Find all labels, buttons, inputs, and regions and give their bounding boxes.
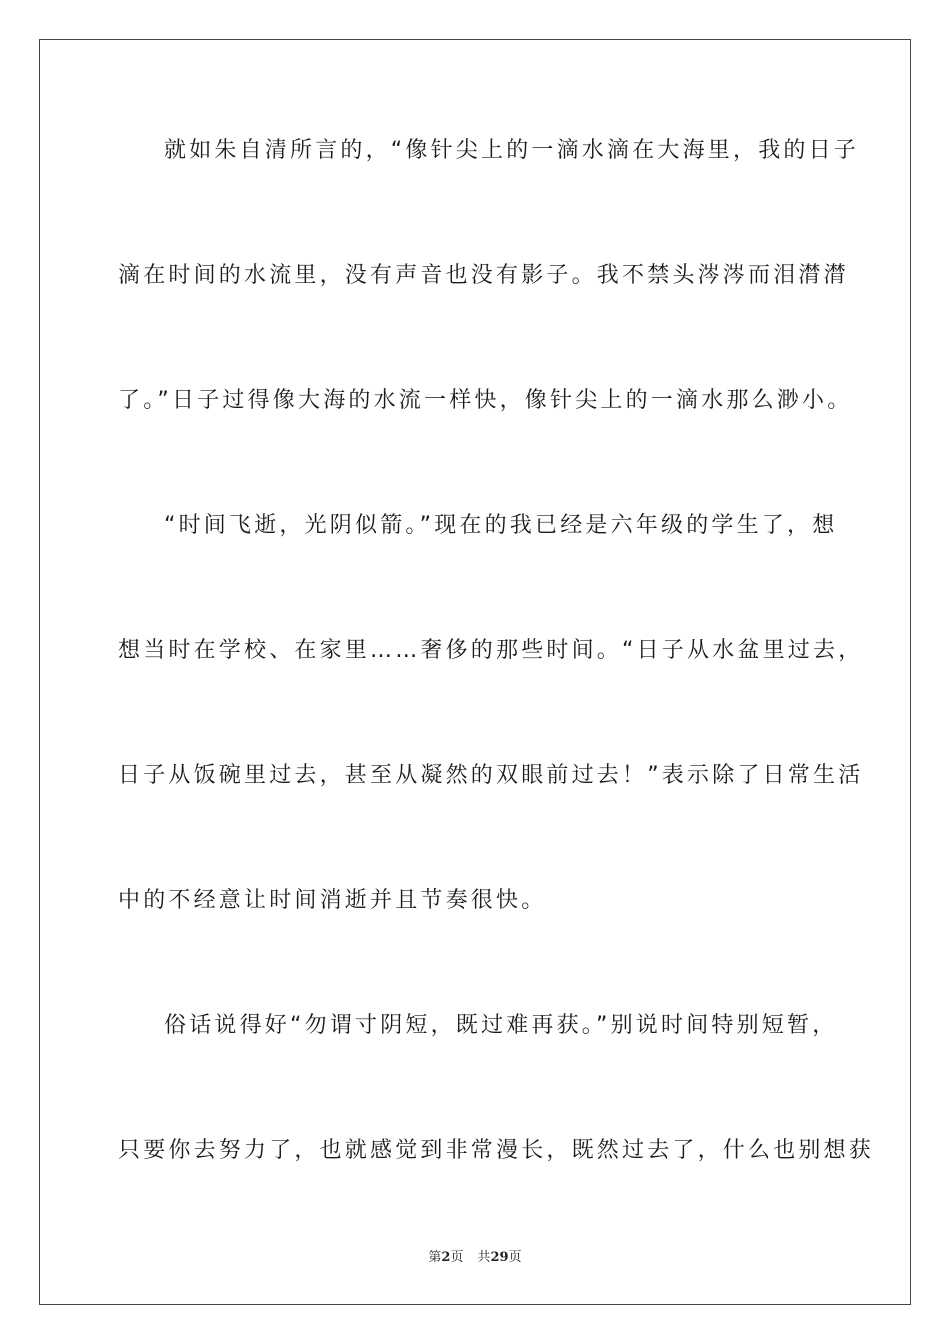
- total-pages-number: 29: [490, 1250, 509, 1265]
- footer-total-prefix: 共: [477, 1250, 491, 1265]
- document-body: [118, 121, 875, 1246]
- paragraph-1-line-3: 了。”日子过得像大海的水流一样快，像针尖上的一滴水那么渺小。: [118, 388, 853, 413]
- current-page-number: 2: [441, 1250, 451, 1265]
- paragraph-2-line-1: “时间飞逝，光阴似箭。”现在的我已经是六年级的学生了，想: [164, 513, 838, 538]
- footer-page-suffix: 页: [450, 1250, 464, 1265]
- paragraph-2-line-4: 中的不经意让时间消逝并且节奏很快。: [118, 888, 547, 913]
- page-footer: [0, 1246, 950, 1265]
- paragraph-3-line-2: 只要你去努力了，也就感觉到非常漫长，既然过去了，什么也别想获: [118, 1138, 875, 1163]
- paragraph-1-line-2: 滴在时间的水流里，没有声音也没有影子。我不禁头涔涔而泪潸潸: [118, 263, 849, 288]
- paragraph-3-line-1: 俗话说得好“勿谓寸阴短，既过难再获。”别说时间特别短暂，: [164, 1013, 838, 1038]
- footer-prefix: 第: [428, 1250, 442, 1265]
- paragraph-1-line-1: 就如朱自清所言的，“像针尖上的一滴水滴在大海里，我的日子: [164, 138, 859, 163]
- paragraph-2-line-3: 日子从饭碗里过去，甚至从凝然的双眼前过去！”表示除了日常生活: [118, 763, 864, 788]
- paragraph-2-line-2: 想当时在学校、在家里……奢侈的那些时间。“日子从水盆里过去，: [118, 638, 864, 663]
- footer-total-suffix: 页: [508, 1250, 522, 1265]
